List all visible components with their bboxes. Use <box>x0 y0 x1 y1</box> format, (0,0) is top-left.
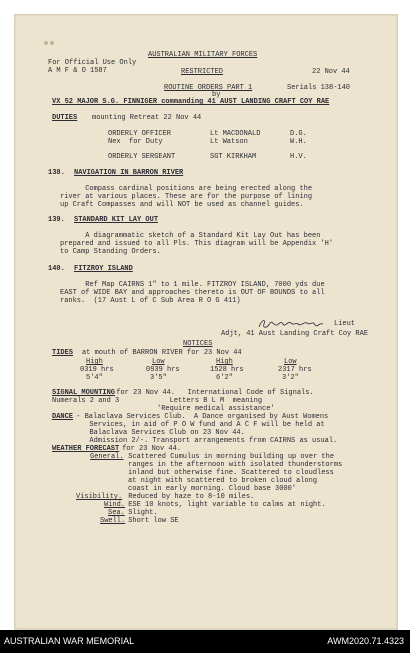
tide-height: 6'2" <box>216 374 233 382</box>
dance-text: Admission 2/-. Transport arrangements from CAIRNS as usual. <box>60 437 338 445</box>
dance-label: DANCE <box>52 413 74 421</box>
item-heading: NAVIGATION IN BARRON RIVER <box>74 169 184 177</box>
general-text: Scattered Cumulus in morning building up over the <box>124 453 335 461</box>
signal-text: 'Require medical assistance' <box>52 405 275 413</box>
duties-mounting: mounting Retreat 22 Nov 44 <box>92 114 202 122</box>
handwritten-signature <box>257 317 325 331</box>
serials: Serials 138-140 <box>287 84 351 92</box>
item-text: prepared and issued to all Pls. This diagram will be Appendix 'H' <box>60 240 334 248</box>
orders-by: by <box>212 91 221 99</box>
item-text: Ref Map CAIRNS 1" to 1 mile. FITZROY ISLAND, 7000 yds due <box>60 281 325 289</box>
order-date: 22 Nov 44 <box>312 68 350 76</box>
item-text: to Camp Standing Orders. <box>60 248 161 256</box>
general-text: ranges in the afternoon with isolated thunderstorms <box>128 461 343 469</box>
dance-text: Services, in aid of P O W fund and A C F will be held at <box>60 421 325 429</box>
swell-text: Short low SE <box>124 517 179 525</box>
weather-date: for 23 Nov 44. <box>118 445 182 453</box>
item-text: EAST of WIDE BAY and approaches thereto is OUT OF BOUNDS to all <box>60 289 325 297</box>
signal-text: for 23 Nov 44. International Code of Signals. <box>112 389 314 397</box>
item-number: 140. <box>48 265 65 273</box>
tide-height: 5'4" <box>86 374 103 382</box>
item-number: 138. <box>48 169 65 177</box>
punch-hole <box>50 41 54 45</box>
official-use-note: For Official Use Only <box>48 59 137 67</box>
signal-text: Numerals 2 and 3 Letters B L M meaning <box>52 397 263 405</box>
tides-text: at mouth of BARRON RIVER for 23 Nov 44 <box>82 349 242 357</box>
weather-label: WEATHER FORECAST <box>52 445 120 453</box>
org-heading: AUSTRALIAN MILITARY FORCES <box>148 51 258 59</box>
duty-role: ORDERLY SERGEANT <box>108 153 176 161</box>
duty-name: Lt MACDONALD <box>210 130 261 138</box>
form-number: A M F & O 1587 <box>48 67 107 75</box>
item-heading: STANDARD KIT LAY OUT <box>74 216 159 224</box>
duty-role: ORDERLY OFFICER <box>108 130 172 138</box>
archive-footer <box>0 630 410 653</box>
orders-title: ROUTINE ORDERS PART 1 <box>164 84 253 92</box>
general-text: coast in early morning. Cloud base 3000' <box>128 485 297 493</box>
accession-number: AWM2020.71.4323 <box>327 636 404 646</box>
tide-time: 2317 hrs <box>278 366 312 374</box>
sea-text: Slight. <box>124 509 158 517</box>
item-text: A diagrammatic sketch of a Standard Kit Lay Out has been <box>60 232 321 240</box>
duty-name: Lt Watson <box>210 138 248 146</box>
duty-role: Nex for Duty <box>108 138 163 146</box>
tide-kind: Low <box>152 358 165 366</box>
tide-time: 0319 hrs <box>80 366 114 374</box>
classification: RESTRICTED <box>181 68 224 76</box>
tide-time: 1528 hrs <box>210 366 244 374</box>
item-text: river at various places. These are for the purpose of lining <box>60 193 313 201</box>
duty-code: D.G. <box>290 130 307 138</box>
visibility-text: Reduced by haze to 8-10 miles. <box>124 493 255 501</box>
commander-line: VX 52 MAJOR S.G. FINNIGER commanding 41 AUST LANDING CRAFT COY RAE <box>52 98 330 106</box>
wind-label: Wind. <box>104 501 126 509</box>
duty-code: H.V. <box>290 153 307 161</box>
visibility-label: Visibility. <box>76 493 123 501</box>
tide-kind: Low <box>284 358 297 366</box>
dance-text: Balaclava Services Club on 23 Nov 44. <box>60 429 245 437</box>
item-heading: FITZROY ISLAND <box>74 265 133 273</box>
general-text: inland but otherwise fine. Scattered to cloudless <box>128 469 334 477</box>
signature-title: Adjt, 41 Aust Landing Craft Coy RAE <box>221 330 369 338</box>
archive-source: AUSTRALIAN WAR MEMORIAL <box>4 636 135 646</box>
notices-heading: NOTICES <box>183 340 213 348</box>
item-number: 139. <box>48 216 65 224</box>
general-label: General. <box>90 453 124 461</box>
item-text: ranks. (17 Aust L of C Sub Area R O G 411) <box>60 297 241 305</box>
signal-label: SIGNAL MOUNTING <box>52 389 116 397</box>
tide-time: 0939 hrs <box>146 366 180 374</box>
tide-height: 3'5" <box>150 374 167 382</box>
duty-name: SGT KIRKHAM <box>210 153 257 161</box>
tide-kind: High <box>216 358 233 366</box>
wind-text: ESE 10 knots, light variable to calms at night. <box>124 501 326 509</box>
dance-text: - Balaclava Services Club. A Dance organised by Aust Womens <box>72 413 329 421</box>
tide-height: 3'2" <box>282 374 299 382</box>
sea-label: Sea. <box>108 509 125 517</box>
duties-heading: DUTIES <box>52 114 78 122</box>
tides-label: TIDES <box>52 349 74 357</box>
general-text: at night with scattered to broken cloud along <box>128 477 318 485</box>
signature-rank: Lieut <box>334 320 356 328</box>
duty-code: W.H. <box>290 138 307 146</box>
item-text: Compass cardinal positions are being erected along the <box>60 185 313 193</box>
punch-hole <box>44 41 48 45</box>
item-text: up Craft Compasses and will NOT be used as channel guides. <box>60 201 304 209</box>
swell-label: Swell. <box>100 517 126 525</box>
tide-kind: High <box>86 358 103 366</box>
